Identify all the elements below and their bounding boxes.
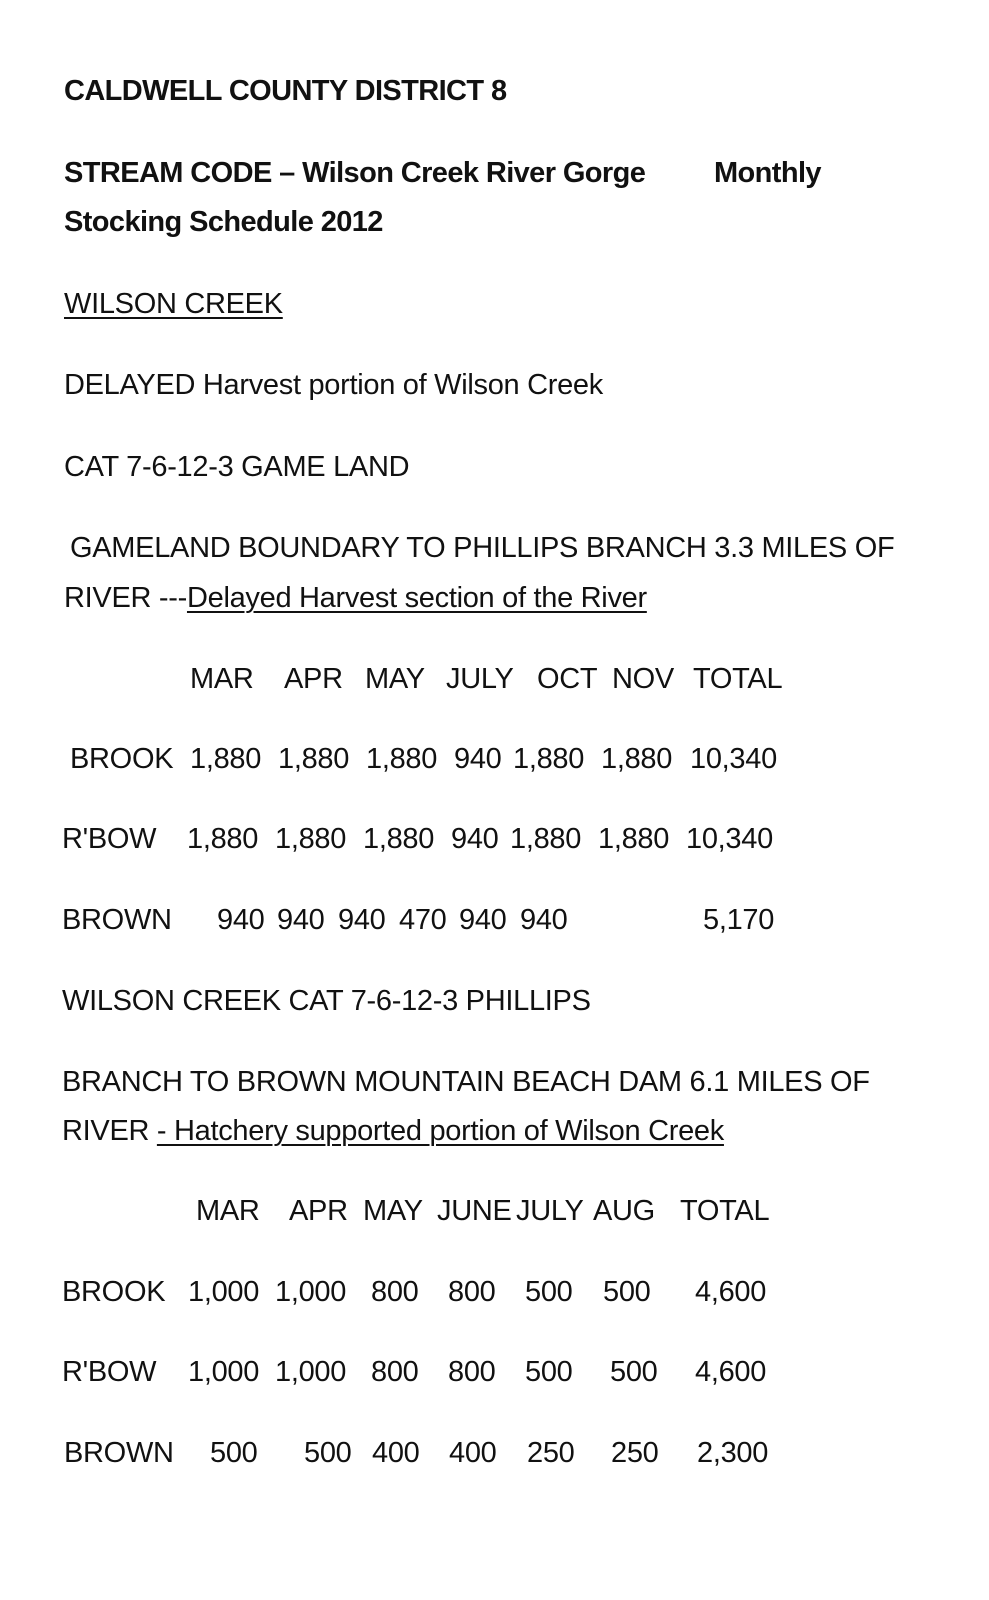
row-cell: 500 [525, 1276, 573, 1308]
row-cell: 1,880 [366, 743, 438, 775]
section1-header-cell: MAR [190, 663, 254, 695]
section1-boundary-line1: GAMELAND BOUNDARY TO PHILLIPS BRANCH 3.3 MILES OF [70, 532, 895, 564]
district-title: CALDWELL COUNTY DISTRICT 8 [64, 75, 507, 107]
section2-table-header [196, 1194, 786, 1230]
row-cell: 800 [371, 1276, 419, 1308]
row-cell: 500 [603, 1276, 651, 1308]
section2-line2: BRANCH TO BROWN MOUNTAIN BEACH DAM 6.1 MILES OF [62, 1066, 870, 1098]
section1-header-cell: MAY [365, 663, 425, 695]
row-cell: 1,880 [510, 823, 582, 855]
row-label: BROOK [62, 1276, 166, 1308]
section2-header-cell: JULY [516, 1195, 584, 1227]
row-label: BROWN [64, 1437, 174, 1469]
row-cell: 500 [525, 1356, 573, 1388]
row-total: 10,340 [686, 823, 773, 855]
row-total: 4,600 [695, 1356, 767, 1388]
row-total: 10,340 [690, 743, 777, 775]
row-cell: 500 [210, 1437, 258, 1469]
table-row [0, 903, 989, 939]
row-cell: 1,000 [275, 1276, 347, 1308]
row-cell: 250 [611, 1437, 659, 1469]
table-row [0, 1275, 989, 1311]
section2-line3 [62, 1114, 724, 1148]
section2-prefix: RIVER [62, 1115, 157, 1147]
table-row [0, 1355, 989, 1391]
row-cell: 940 [454, 743, 502, 775]
monthly-label: Monthly [714, 157, 821, 189]
row-cell: 940 [520, 904, 568, 936]
section1-table-header [190, 662, 790, 698]
row-cell: 500 [610, 1356, 658, 1388]
section1-delayed: DELAYED Harvest portion of Wilson Creek [64, 369, 603, 401]
section1-name: WILSON CREEK [64, 288, 283, 320]
row-cell: 470 [399, 904, 447, 936]
section1-header-cell: APR [284, 663, 343, 695]
row-cell: 1,880 [601, 743, 673, 775]
section1-header-cell: TOTAL [693, 663, 783, 695]
table-row [0, 1436, 989, 1472]
section1-boundary-link: Delayed Harvest section of the River [186, 582, 647, 614]
table-row [0, 822, 989, 858]
section2-link: - Hatchery supported portion of Wilson Creek [156, 1115, 724, 1147]
row-cell: 800 [448, 1276, 496, 1308]
section2-header-cell: MAR [196, 1195, 260, 1227]
row-cell: 500 [304, 1437, 352, 1469]
schedule-title: Stocking Schedule 2012 [64, 206, 383, 238]
row-cell: 940 [338, 904, 386, 936]
row-cell: 1,880 [275, 823, 347, 855]
row-cell: 1,000 [275, 1356, 347, 1388]
section2-header-cell: JUNE [437, 1195, 512, 1227]
row-cell: 1,880 [363, 823, 435, 855]
row-cell: 940 [217, 904, 265, 936]
row-cell: 940 [451, 823, 499, 855]
row-cell: 1,000 [188, 1276, 260, 1308]
section1-header-cell: OCT [537, 663, 598, 695]
section2-header-cell: AUG [593, 1195, 655, 1227]
section1-boundary-prefix: RIVER --- [64, 582, 187, 614]
row-cell: 1,880 [278, 743, 350, 775]
row-total: 5,170 [703, 904, 775, 936]
row-label: BROOK [70, 743, 174, 775]
table-row [0, 742, 989, 778]
row-total: 2,300 [697, 1437, 769, 1469]
row-cell: 800 [371, 1356, 419, 1388]
section2-header-cell: APR [289, 1195, 348, 1227]
row-cell: 1,880 [190, 743, 262, 775]
section2-header-cell: MAY [363, 1195, 423, 1227]
section1-header-cell: JULY [446, 663, 514, 695]
row-cell: 800 [448, 1356, 496, 1388]
row-cell: 940 [459, 904, 507, 936]
row-cell: 1,880 [598, 823, 670, 855]
row-label: R'BOW [62, 823, 157, 855]
section1-boundary-line2 [64, 581, 647, 615]
row-cell: 940 [277, 904, 325, 936]
row-label: R'BOW [62, 1356, 157, 1388]
row-cell: 1,880 [187, 823, 259, 855]
row-total: 4,600 [695, 1276, 767, 1308]
section1-cat: CAT 7-6-12-3 GAME LAND [64, 451, 410, 483]
row-cell: 1,880 [513, 743, 585, 775]
section2-line1: WILSON CREEK CAT 7-6-12-3 PHILLIPS [62, 985, 591, 1017]
row-label: BROWN [62, 904, 172, 936]
row-cell: 400 [372, 1437, 420, 1469]
stream-code-line: STREAM CODE – Wilson Creek River Gorge [64, 157, 646, 189]
row-cell: 250 [527, 1437, 575, 1469]
row-cell: 1,000 [188, 1356, 260, 1388]
section1-header-cell: NOV [612, 663, 674, 695]
section2-header-cell: TOTAL [680, 1195, 770, 1227]
row-cell: 400 [449, 1437, 497, 1469]
